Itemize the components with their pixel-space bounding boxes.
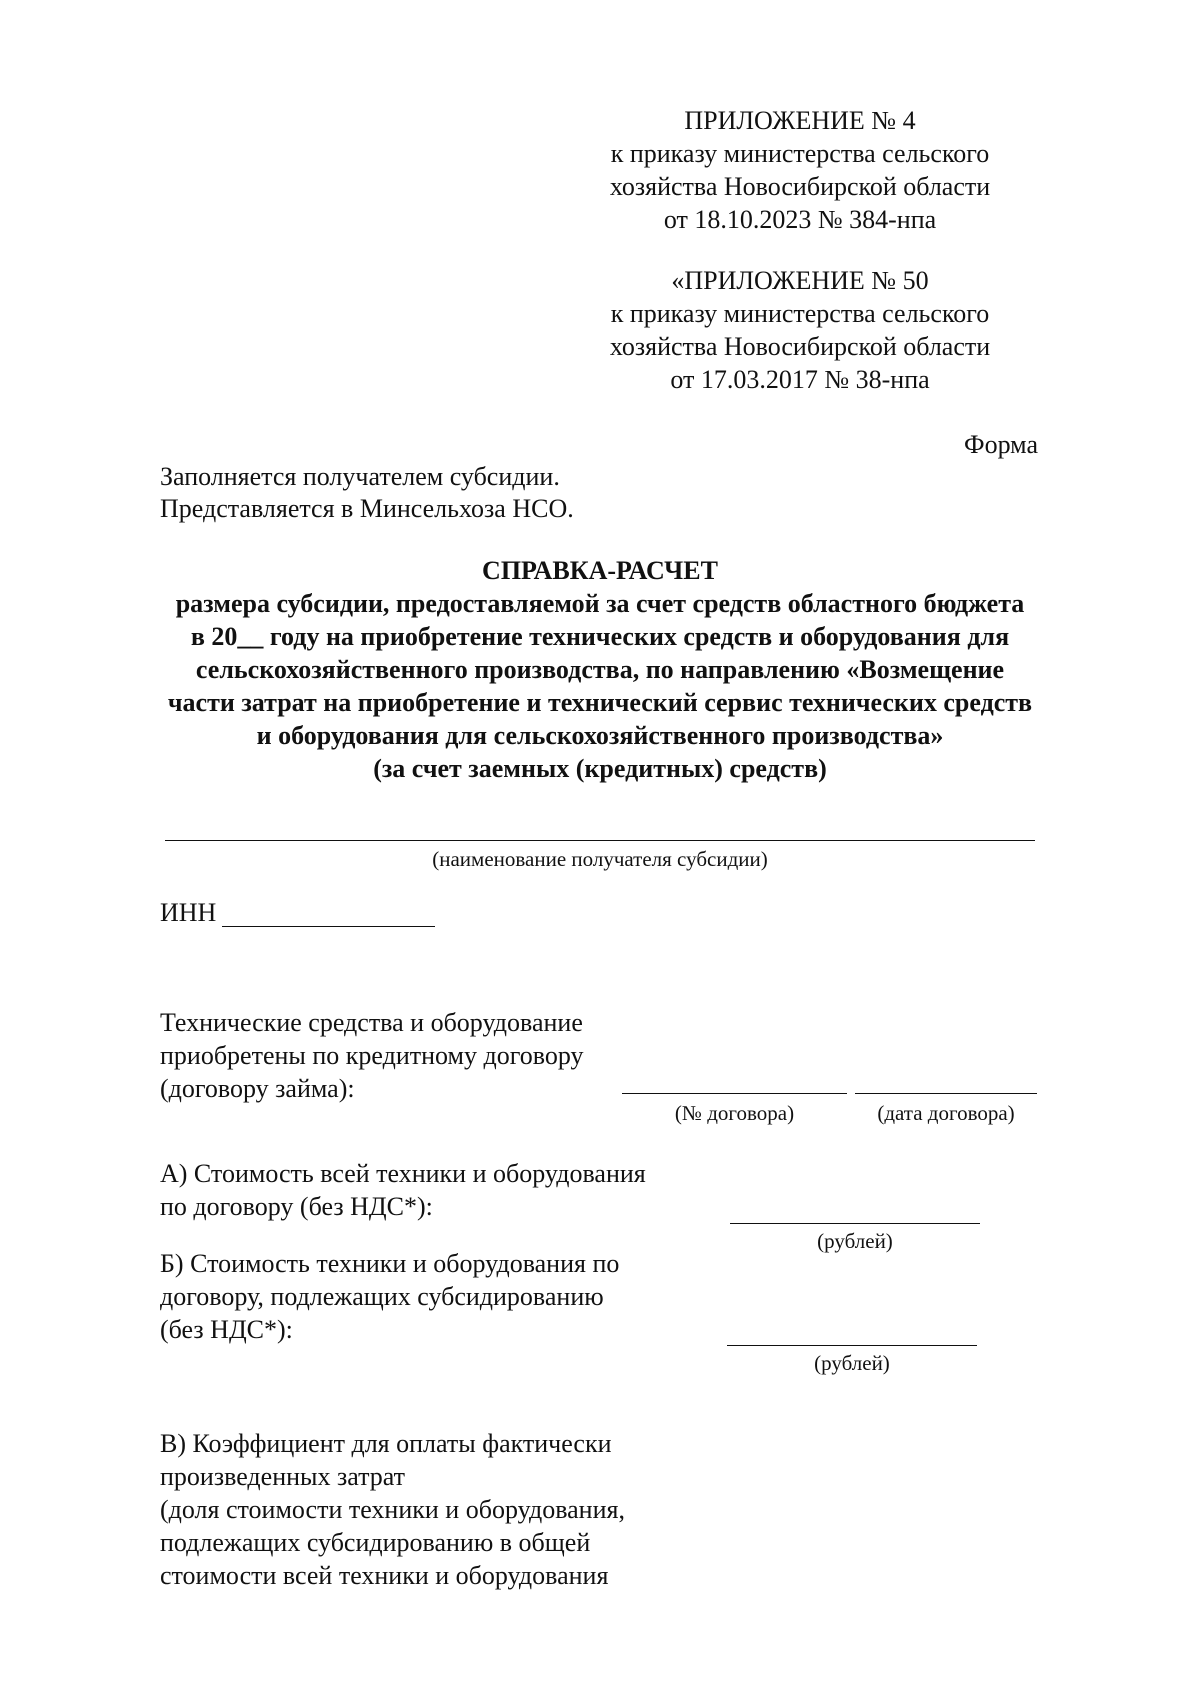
heading-line: части затрат на приобретение и технический сервис технических средств: [167, 688, 1033, 717]
contract-date-blank-line[interactable]: [855, 1093, 1037, 1094]
contract-line-1: Технические средства и оборудование: [160, 1008, 583, 1037]
item-c-line-2: произведенных затрат: [160, 1462, 406, 1491]
contract-number-blank-line[interactable]: [622, 1093, 847, 1094]
heading-line: размера субсидии, предоставляемой за счет средств областного бюджета: [175, 589, 1025, 618]
item-a-caption: (рублей): [817, 1229, 893, 1253]
contract-line-3: (договору займа):: [160, 1074, 355, 1103]
item-c-line-1: В) Коэффициент для оплаты фактически: [160, 1429, 612, 1458]
item-b-line-1: Б) Стоимость техники и оборудования по: [160, 1249, 620, 1278]
appendix-4-line-2: хозяйства Новосибирской области: [609, 172, 991, 201]
contract-number-caption: (№ договора): [674, 1101, 795, 1125]
appendix-50-line-2: хозяйства Новосибирской области: [609, 332, 991, 361]
item-c-line-5: стоимости всей техники и оборудования: [160, 1561, 609, 1590]
appendix-50-line-3: от 17.03.2017 № 38-нпа: [670, 365, 930, 394]
inn-label: ИНН: [160, 898, 217, 927]
heading-line: сельскохозяйственного производства, по направлению «Возмещение: [195, 655, 1005, 684]
contract-line-2: приобретены по кредитному договору: [160, 1041, 584, 1070]
appendix-50-title: «ПРИЛОЖЕНИЕ № 50: [671, 266, 929, 295]
item-c-line-3: (доля стоимости техники и оборудования,: [160, 1495, 625, 1524]
appendix-4-title: ПРИЛОЖЕНИЕ № 4: [684, 106, 916, 135]
form-label: Форма: [964, 430, 1038, 459]
item-a-blank-line[interactable]: [730, 1223, 980, 1224]
item-a-line-1: А) Стоимость всей техники и оборудования: [160, 1159, 646, 1188]
inn-blank-line[interactable]: [222, 926, 435, 927]
item-b-line-3: (без НДС*):: [160, 1315, 293, 1344]
heading-line: и оборудования для сельскохозяйственного производства»: [256, 721, 944, 750]
recipient-name-blank-line[interactable]: [165, 840, 1035, 841]
item-c-line-4: подлежащих субсидированию в общей: [160, 1528, 591, 1557]
document-title: СПРАВКА-РАСЧЕТ: [482, 556, 718, 585]
recipient-name-caption: (наименование получателя субсидии): [432, 847, 768, 871]
appendix-50-line-1: к приказу министерства сельского: [610, 299, 990, 328]
item-b-line-2: договору, подлежащих субсидированию: [160, 1282, 604, 1311]
item-a-line-2: по договору (без НДС*):: [160, 1192, 433, 1221]
heading-line: (за счет заемных (кредитных) средств): [373, 754, 827, 783]
contract-date-caption: (дата договора): [877, 1101, 1015, 1125]
note-line-1: Заполняется получателем субсидии.: [160, 462, 560, 491]
item-b-blank-line[interactable]: [727, 1345, 977, 1346]
note-line-2: Представляется в Минсельхоза НСО.: [160, 494, 574, 523]
appendix-4-line-1: к приказу министерства сельского: [610, 139, 990, 168]
heading-line: в 20__ году на приобретение технических средств и оборудования для: [190, 622, 1010, 651]
appendix-4-line-3: от 18.10.2023 № 384-нпа: [663, 205, 937, 234]
item-b-caption: (рублей): [814, 1351, 890, 1375]
